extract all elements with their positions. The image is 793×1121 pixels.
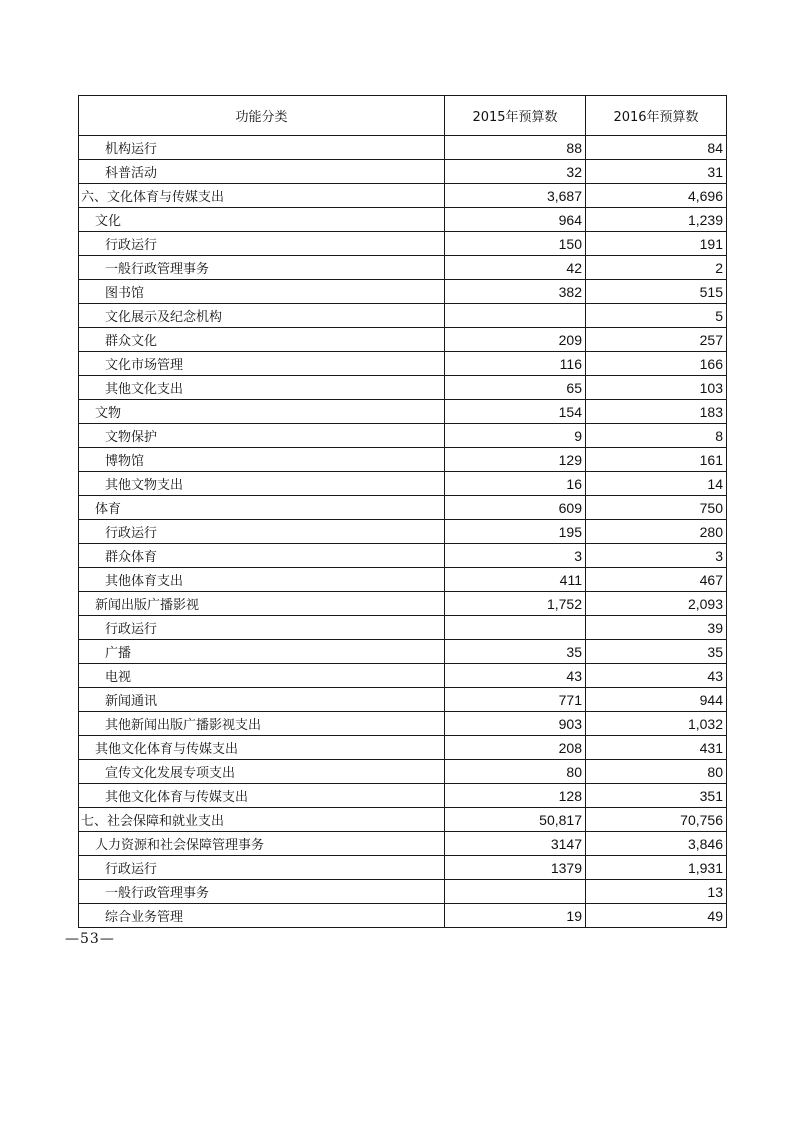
row-2015-value: 411	[445, 568, 586, 592]
row-category-name: 文化展示及纪念机构	[79, 304, 445, 328]
row-2015-value: 771	[445, 688, 586, 712]
row-2015-value: 964	[445, 208, 586, 232]
row-2016-value: 3,846	[586, 832, 727, 856]
row-category-name: 图书馆	[79, 280, 445, 304]
row-2015-value: 128	[445, 784, 586, 808]
header-2015-budget: 2015年预算数	[445, 96, 586, 136]
budget-table	[78, 95, 727, 928]
row-2015-value: 42	[445, 256, 586, 280]
row-2016-value: 191	[586, 232, 727, 256]
row-2016-value: 70,756	[586, 808, 727, 832]
row-category-name: 行政运行	[79, 856, 445, 880]
row-category-name: 文物	[79, 400, 445, 424]
table-row	[79, 784, 727, 808]
row-2015-value	[445, 880, 586, 904]
table-row	[79, 376, 727, 400]
header-category: 功能分类	[79, 96, 445, 136]
row-2016-value: 2	[586, 256, 727, 280]
table-body	[79, 136, 727, 928]
table-row	[79, 712, 727, 736]
table-row	[79, 232, 727, 256]
row-category-name: 综合业务管理	[79, 904, 445, 928]
row-2016-value: 31	[586, 160, 727, 184]
row-category-name: 博物馆	[79, 448, 445, 472]
row-2016-value: 431	[586, 736, 727, 760]
row-category-name: 文化市场管理	[79, 352, 445, 376]
row-2015-value: 195	[445, 520, 586, 544]
table-row	[79, 136, 727, 160]
page-number: —53—	[65, 931, 115, 947]
row-2015-value: 209	[445, 328, 586, 352]
row-category-name: 电视	[79, 664, 445, 688]
table-row	[79, 544, 727, 568]
row-2016-value: 49	[586, 904, 727, 928]
table-row	[79, 904, 727, 928]
row-category-name: 文化	[79, 208, 445, 232]
row-2015-value: 3,687	[445, 184, 586, 208]
table-row	[79, 832, 727, 856]
row-category-name: 其他文化体育与传媒支出	[79, 736, 445, 760]
row-category-name: 其他体育支出	[79, 568, 445, 592]
row-2015-value: 1379	[445, 856, 586, 880]
row-2016-value: 467	[586, 568, 727, 592]
table-row	[79, 880, 727, 904]
table-row	[79, 472, 727, 496]
row-2015-value: 80	[445, 760, 586, 784]
row-2015-value: 65	[445, 376, 586, 400]
row-category-name: 群众文化	[79, 328, 445, 352]
row-2015-value: 43	[445, 664, 586, 688]
row-2015-value: 50,817	[445, 808, 586, 832]
row-category-name: 其他文化支出	[79, 376, 445, 400]
row-2015-value: 88	[445, 136, 586, 160]
row-2016-value: 35	[586, 640, 727, 664]
row-2015-value: 903	[445, 712, 586, 736]
table-row	[79, 256, 727, 280]
row-2016-value: 1,239	[586, 208, 727, 232]
row-2015-value: 116	[445, 352, 586, 376]
table-row	[79, 280, 727, 304]
table-row	[79, 616, 727, 640]
row-category-name: 体育	[79, 496, 445, 520]
row-2015-value: 129	[445, 448, 586, 472]
row-category-name: 六、文化体育与传媒支出	[79, 184, 445, 208]
table-header-row	[79, 96, 727, 136]
row-2016-value: 161	[586, 448, 727, 472]
row-2016-value: 2,093	[586, 592, 727, 616]
row-category-name: 其他新闻出版广播影视支出	[79, 712, 445, 736]
row-2015-value: 382	[445, 280, 586, 304]
row-2015-value: 32	[445, 160, 586, 184]
row-2015-value: 150	[445, 232, 586, 256]
row-category-name: 一般行政管理事务	[79, 256, 445, 280]
row-2016-value: 515	[586, 280, 727, 304]
row-category-name: 新闻出版广播影视	[79, 592, 445, 616]
row-2015-value: 35	[445, 640, 586, 664]
row-2015-value: 3147	[445, 832, 586, 856]
row-2015-value: 9	[445, 424, 586, 448]
row-2015-value	[445, 616, 586, 640]
row-2016-value: 183	[586, 400, 727, 424]
table-row	[79, 184, 727, 208]
table-row	[79, 856, 727, 880]
row-category-name: 行政运行	[79, 520, 445, 544]
row-2016-value: 1,032	[586, 712, 727, 736]
row-category-name: 宣传文化发展专项支出	[79, 760, 445, 784]
table-row	[79, 208, 727, 232]
row-2016-value: 166	[586, 352, 727, 376]
table-row	[79, 808, 727, 832]
table-row	[79, 328, 727, 352]
row-category-name: 广播	[79, 640, 445, 664]
table-row	[79, 664, 727, 688]
table-row	[79, 304, 727, 328]
row-2016-value: 84	[586, 136, 727, 160]
table-row	[79, 448, 727, 472]
row-2015-value: 1,752	[445, 592, 586, 616]
row-category-name: 七、社会保障和就业支出	[79, 808, 445, 832]
row-2016-value: 257	[586, 328, 727, 352]
row-2015-value: 3	[445, 544, 586, 568]
row-category-name: 人力资源和社会保障管理事务	[79, 832, 445, 856]
table-row	[79, 760, 727, 784]
row-category-name: 新闻通讯	[79, 688, 445, 712]
row-category-name: 文物保护	[79, 424, 445, 448]
row-2015-value: 19	[445, 904, 586, 928]
header-2016-budget: 2016年预算数	[586, 96, 727, 136]
table-row	[79, 520, 727, 544]
row-category-name: 其他文化体育与传媒支出	[79, 784, 445, 808]
row-category-name: 群众体育	[79, 544, 445, 568]
row-category-name: 一般行政管理事务	[79, 880, 445, 904]
row-category-name: 行政运行	[79, 616, 445, 640]
row-2016-value: 3	[586, 544, 727, 568]
row-2016-value: 351	[586, 784, 727, 808]
row-2016-value: 4,696	[586, 184, 727, 208]
row-category-name: 机构运行	[79, 136, 445, 160]
table-row	[79, 160, 727, 184]
table-row	[79, 568, 727, 592]
row-2016-value: 8	[586, 424, 727, 448]
row-2016-value: 944	[586, 688, 727, 712]
table-row	[79, 688, 727, 712]
row-2015-value: 609	[445, 496, 586, 520]
row-2015-value: 154	[445, 400, 586, 424]
row-2016-value: 1,931	[586, 856, 727, 880]
table-row	[79, 496, 727, 520]
table-row	[79, 424, 727, 448]
table-row	[79, 400, 727, 424]
row-2015-value	[445, 304, 586, 328]
row-2016-value: 13	[586, 880, 727, 904]
row-2015-value: 208	[445, 736, 586, 760]
row-2016-value: 5	[586, 304, 727, 328]
row-category-name: 科普活动	[79, 160, 445, 184]
table-row	[79, 640, 727, 664]
table-row	[79, 736, 727, 760]
row-2016-value: 39	[586, 616, 727, 640]
row-2016-value: 80	[586, 760, 727, 784]
row-2016-value: 280	[586, 520, 727, 544]
row-2016-value: 14	[586, 472, 727, 496]
row-2016-value: 750	[586, 496, 727, 520]
row-2015-value: 16	[445, 472, 586, 496]
table-row	[79, 592, 727, 616]
table-row	[79, 352, 727, 376]
row-category-name: 行政运行	[79, 232, 445, 256]
row-2016-value: 103	[586, 376, 727, 400]
row-2016-value: 43	[586, 664, 727, 688]
row-category-name: 其他文物支出	[79, 472, 445, 496]
